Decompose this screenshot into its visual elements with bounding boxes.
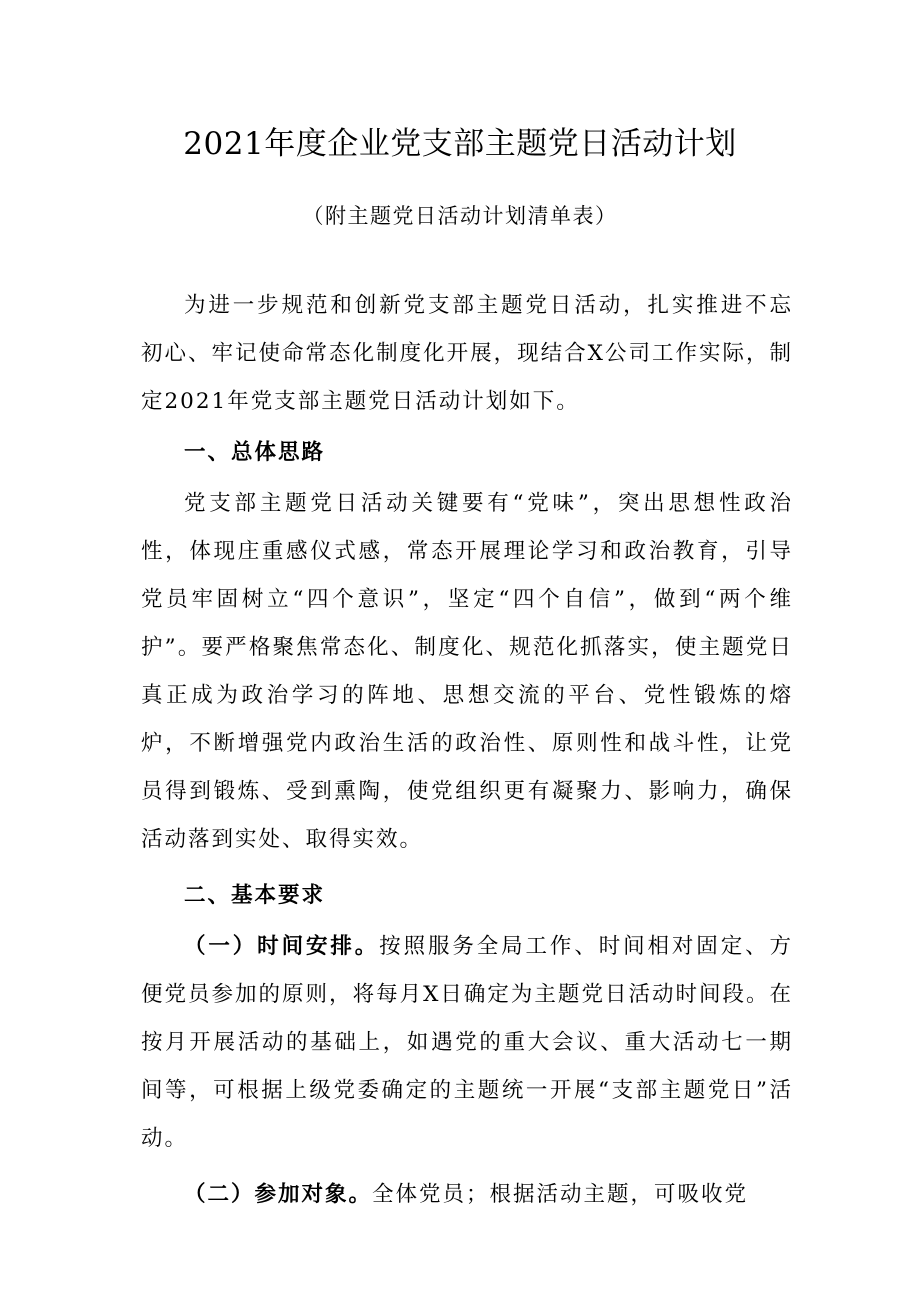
intro-paragraph: 为进一步规范和创新党支部主题党日活动，扎实推进不忘初心、牢记使命常态化制度化开展，现结合X公司工作实际，制定2021年党支部主题党日活动计划如下。 (141, 293, 793, 414)
section-1-paragraph: 党支部主题党日活动关键要有“党味”，突出思想性政治性，体现庄重感仪式感，常态开展理论学习和政治教育，引导党员牢固树立“四个意识”，坚定“四个自信”，做到“两个维护”。要严格聚焦常态化、制度化、规范化抓落实，使主题党日真正成为政治学习的阵地、思想交流的平台、党性锻炼的熔炉，不断增强党内政治生活的政治性、原则性和战斗性，让党员得到锻炼、受到熏陶，使党组织更有凝聚力、影响力，确保活动落到实处、取得实效。 (141, 491, 793, 852)
document-title: 2021年度企业党支部主题党日活动计划 (183, 126, 737, 162)
item-2-lead: （二）参加对象。 (184, 1182, 373, 1207)
item-2-text: 全体党员；根据活动主题，可吸收党 (372, 1182, 749, 1207)
item-1-lead: （一）时间安排。 (184, 934, 380, 959)
document-body (141, 282, 793, 1219)
section-2-heading: 二、基本要求 (184, 883, 326, 908)
document-subtitle: （附主题党日活动计划清单表） (302, 204, 618, 228)
item-1-paragraph (141, 923, 793, 1163)
item-1-text: 按照服务全局工作、时间相对固定、方便党员参加的原则，将每月X日确定为主题党日活动时间段。在按月开展活动的基础上，如遇党的重大会议、重大活动七一期间等，可根据上级党委确定的主题统一开展“支部主题党日”活动。 (141, 934, 793, 1151)
item-2-paragraph (141, 1171, 793, 1219)
section-1-heading: 一、总体思路 (184, 440, 326, 465)
